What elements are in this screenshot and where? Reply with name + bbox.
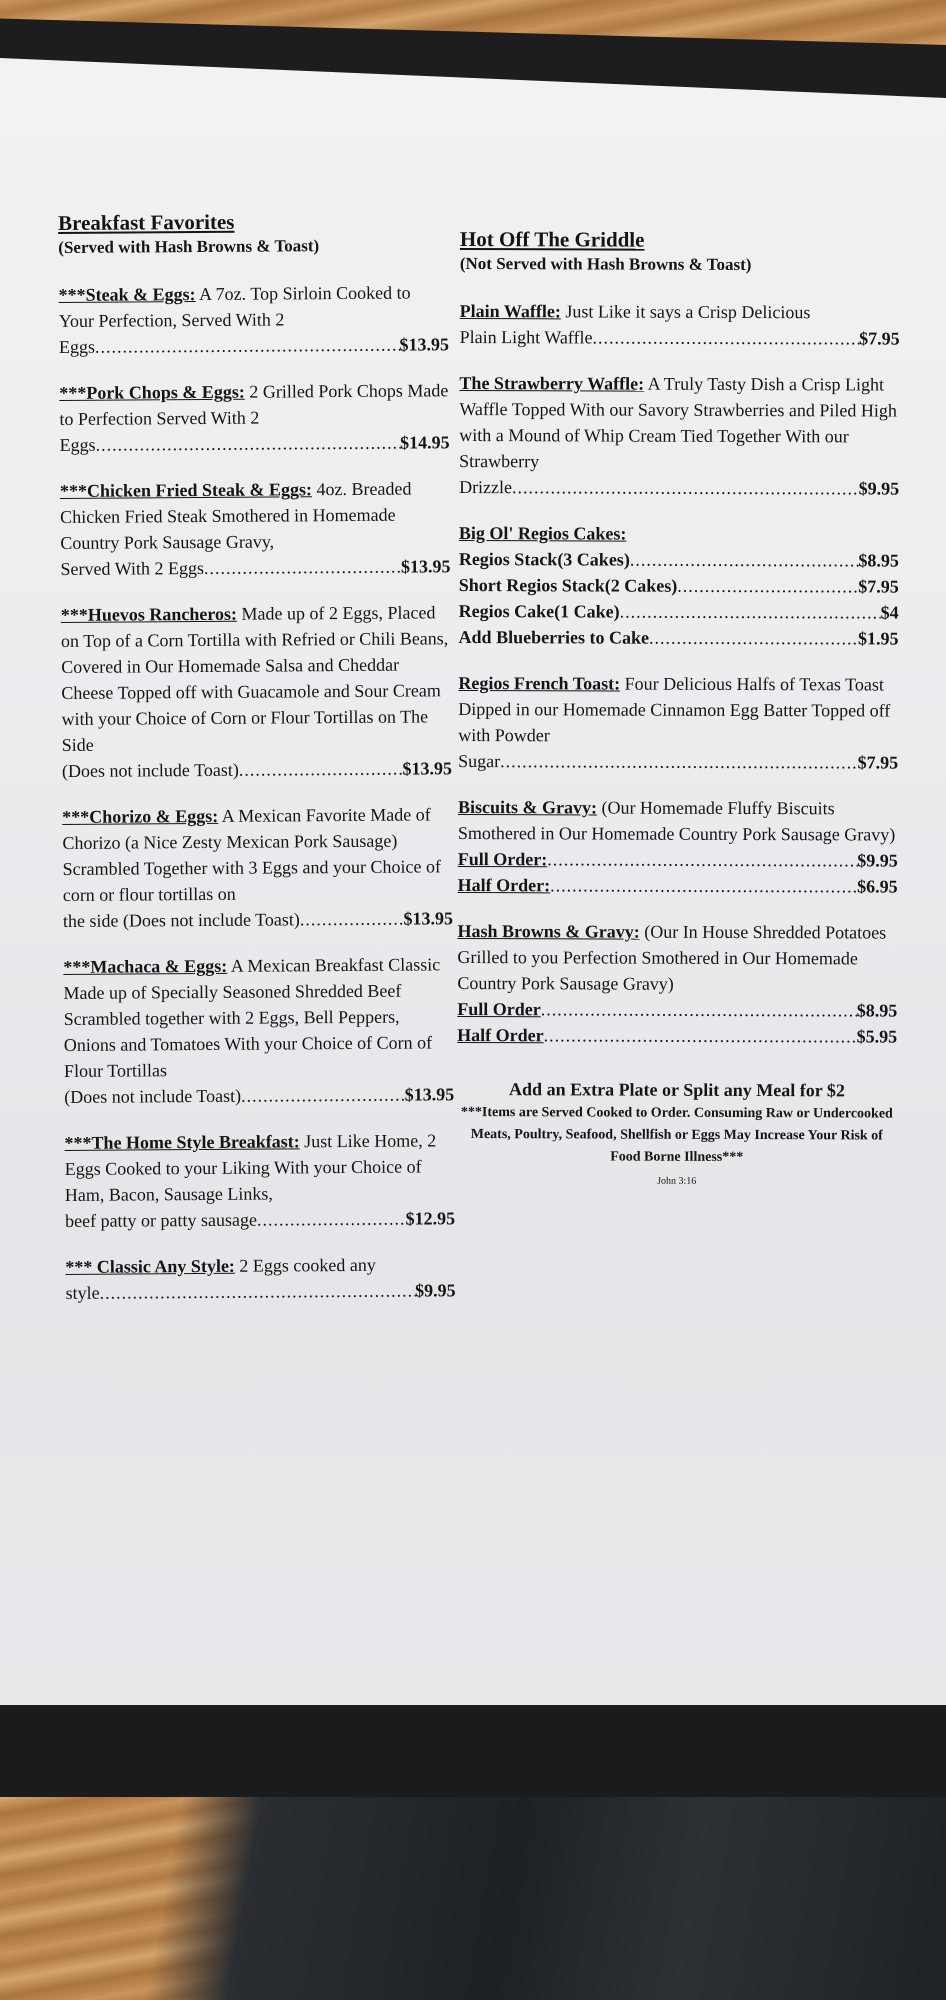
item-last-line: Served With 2 Eggs: [60, 557, 205, 579]
item-description: Just Like Home, 2 Eggs Cooked to your Liking With your Choice of Ham, Bacon, Sausage Links,: [64, 1130, 437, 1205]
item-last-line: Eggs: [58, 336, 96, 357]
half-order-price: $5.95: [856, 1026, 898, 1047]
food-safety-warning: ***Items are Served Cooked to Order. Consuming Raw or Undercooked Meats, Poultry, Seafood, Shellfish or Eggs May Increase Your Risk of Food Borne Illness***: [460, 1105, 893, 1165]
section-subtitle: (Not Served with Hash Browns & Toast): [459, 253, 752, 275]
item-description: 2 Eggs cooked any: [239, 1254, 376, 1276]
item-price: $13.95: [400, 556, 451, 577]
menu-footer: [457, 1076, 897, 1196]
item-description: A 7oz. Top Sirloin Cooked to Your Perfection, Served With 2: [58, 282, 411, 331]
full-order-label: Full Order: [457, 998, 541, 1020]
item-name: Hash Browns & Gravy:: [457, 920, 640, 942]
section-subtitle: (Served with Hash Browns & Toast): [58, 236, 320, 257]
extra-plate-note: Add an Extra Plate or Split any Meal for $2: [509, 1079, 845, 1101]
item-last-line: Drizzle: [459, 476, 513, 498]
item-description: (Our Homemade Fluffy Biscuits Smothered in Our Homemade Country Pork Sausage Gravy): [457, 797, 896, 845]
half-order-label: Half Order: [457, 1024, 544, 1046]
item-name: ***The Home Style Breakfast:: [64, 1131, 300, 1153]
item-name: ***Steak & Eggs:: [58, 284, 196, 305]
section-title: Breakfast Favorites: [58, 209, 235, 235]
row-price: $7.95: [858, 576, 899, 597]
item-description: A Mexican Favorite Made of Chorizo (a Nice Zesty Mexican Pork Sausage) Scrambled Together with 3 Eggs and your Choice of corn or flour tortillas on: [62, 804, 441, 905]
item-name: ***Huevos Rancheros:: [60, 603, 238, 625]
row-price: $1.95: [858, 628, 899, 649]
item-price: $13.95: [404, 1084, 455, 1105]
item-name: ***Chicken Fried Steak & Eggs:: [59, 479, 313, 501]
item-price: $9.95: [414, 1280, 456, 1301]
item-description: Four Delicious Halfs of Texas Toast Dipped in our Homemade Cinnamon Egg Batter Topped off with Powder: [458, 673, 891, 746]
item-name: The Strawberry Waffle:: [459, 372, 645, 394]
price-row: [459, 624, 899, 652]
item-price: $7.95: [859, 328, 900, 349]
hot-off-the-griddle-column: [457, 226, 900, 1196]
half-order-price: $6.95: [857, 876, 898, 897]
row-label: Regios Cake(1 Cake): [458, 600, 620, 622]
item-description: Just Like it says a Crisp Delicious: [565, 301, 811, 323]
menu-item-biscuits-gravy: [458, 794, 898, 900]
item-description: (Our In House Shredded Potatoes Grilled to you Perfection Smothered in Our Homemade Country Pork Sausage Gravy): [457, 921, 887, 994]
item-price: $13.95: [402, 758, 452, 779]
menu-item-hash-browns-gravy: [457, 918, 897, 1050]
menu-item-plain-waffle: [460, 298, 900, 352]
item-name: ***Chorizo & Eggs:: [62, 805, 219, 827]
price-row: [459, 572, 899, 600]
item-name: *** Classic Any Style:: [65, 1255, 235, 1277]
menu-item-huevos-rancheros: [61, 599, 452, 784]
menu-item-chorizo-eggs: [62, 801, 453, 934]
verse-reference: John 3:16: [657, 1175, 697, 1187]
item-description: A Truly Tasty Dish a Crisp Light Waffle Topped With our Savory Strawberries and Piled High with a Mound of Whip Cream Tied Together With our Strawberry: [459, 373, 897, 472]
menu-item-french-toast: [458, 670, 898, 776]
item-last-line: the side (Does not include Toast): [62, 909, 300, 931]
price-row: [459, 546, 899, 574]
full-order-label: Full Order:: [457, 848, 548, 870]
item-last-line: Plain Light Waffle: [459, 326, 593, 348]
full-order-price: $9.95: [857, 850, 898, 871]
menu-item-machaca-eggs: [63, 951, 454, 1110]
menu-item-home-style-breakfast: [64, 1127, 455, 1234]
menu-item-pork-chops-eggs: [59, 377, 450, 458]
item-price: $13.95: [399, 334, 450, 355]
item-last-line: (Does not include Toast): [64, 1085, 242, 1107]
item-last-line: (Does not include Toast): [61, 759, 239, 781]
item-last-line: Sugar: [458, 750, 501, 772]
menu-item-steak-eggs: [59, 279, 450, 360]
half-order-label: Half Order:: [457, 874, 551, 896]
menu-item-regios-cakes: [459, 520, 899, 652]
row-price: $8.95: [858, 550, 899, 571]
row-label: Short Regios Stack(2 Cakes): [458, 574, 678, 596]
item-description: 4oz. Breaded Chicken Fried Steak Smothered in Homemade Country Pork Sausage Gravy,: [60, 478, 412, 553]
menu-item-chicken-fried-steak: [60, 475, 451, 582]
row-price: $4: [880, 602, 899, 623]
section-title: Hot Off The Griddle: [459, 227, 645, 252]
item-price: $12.95: [405, 1208, 456, 1229]
price-row: [459, 598, 899, 626]
item-description: A Mexican Breakfast Classic Made up of Specially Seasoned Shredded Beef Scrambled together with 2 Eggs, Bell Peppers, Onions and Tomatoes With your Choice of Corn of Flour Tortillas: [63, 954, 441, 1081]
menu-binder-bottom: [0, 1705, 946, 1797]
item-description: Made up of 2 Eggs, Placed on Top of a Corn Tortilla with Refried or Chili Beans, Covered in Our Homemade Salsa and Cheddar Cheese Topped off with Guacamole and Sour Cream with your Choice of Corn or Flour Tortillas on The Side: [60, 602, 449, 755]
item-name: Regios French Toast:: [458, 672, 621, 694]
item-name: Plain Waffle:: [459, 300, 561, 322]
row-label: Add Blueberries to Cake: [458, 626, 650, 648]
item-name: ***Pork Chops & Eggs:: [59, 381, 245, 403]
item-price: $7.95: [857, 752, 899, 773]
row-label: Regios Stack(3 Cakes): [458, 548, 630, 570]
item-name: Biscuits & Gravy:: [457, 796, 598, 818]
menu-item-strawberry-waffle: [459, 370, 899, 502]
item-last-line: style: [65, 1282, 100, 1303]
item-last-line: Eggs: [59, 434, 96, 455]
full-order-price: $8.95: [856, 1000, 898, 1021]
item-price: $13.95: [403, 908, 454, 929]
item-price: $14.95: [400, 432, 450, 453]
item-name: ***Machaca & Eggs:: [63, 955, 228, 977]
menu-item-classic-any-style: [65, 1251, 455, 1306]
item-name: Big Ol' Regios Cakes:: [458, 522, 627, 544]
item-price: $9.95: [858, 478, 900, 499]
item-description: 2 Grilled Pork Chops Made to Perfection Served With 2: [59, 380, 449, 429]
item-last-line: beef patty or patty sausage: [64, 1209, 258, 1231]
breakfast-favorites-column: [58, 207, 456, 1326]
